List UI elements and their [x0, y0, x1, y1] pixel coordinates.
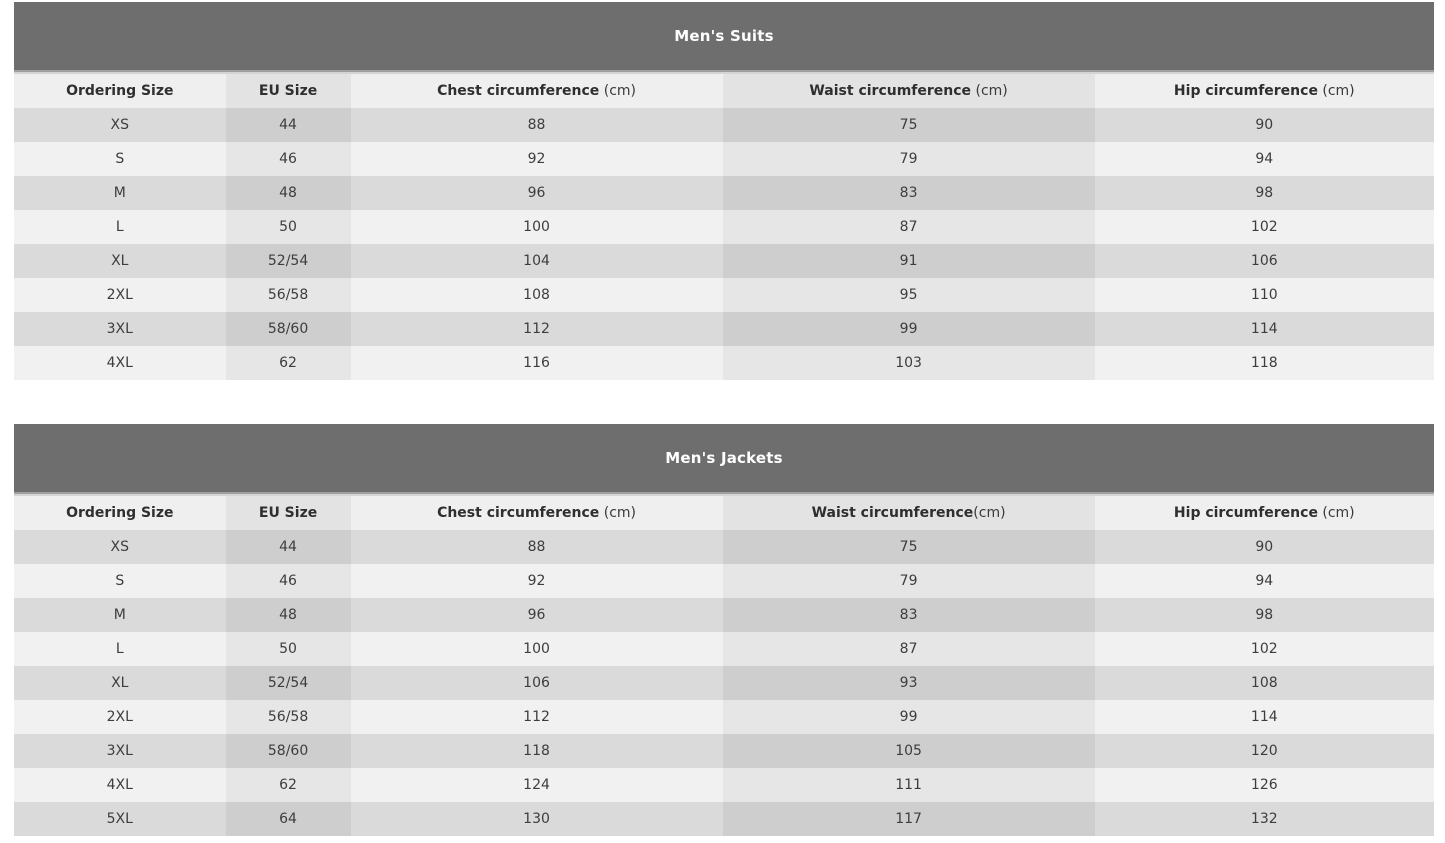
- column-header-unit: (cm): [599, 505, 637, 521]
- table-title-bar: [14, 424, 1434, 494]
- table-cell: 96: [351, 176, 723, 210]
- table-cell: 58/60: [226, 734, 351, 768]
- table-body: [14, 530, 1434, 836]
- table-cell: 44: [226, 530, 351, 564]
- column-header: [1095, 74, 1434, 108]
- header-row: [14, 74, 1434, 108]
- column-header-label: Chest circumference: [437, 83, 600, 99]
- table-cell: 112: [351, 700, 723, 734]
- column-header-label: Ordering Size: [66, 505, 174, 521]
- table-row: [14, 666, 1434, 700]
- table-cell: S: [14, 142, 226, 176]
- table-head: [14, 496, 1434, 530]
- table-cell: 112: [351, 312, 723, 346]
- table-cell: M: [14, 598, 226, 632]
- table-cell: 75: [723, 530, 1095, 564]
- table-cell: 2XL: [14, 278, 226, 312]
- table-cell: 106: [351, 666, 723, 700]
- table-cell: 116: [351, 346, 723, 380]
- column-header: [1095, 496, 1434, 530]
- column-header: [723, 496, 1095, 530]
- table-cell: 102: [1095, 210, 1434, 244]
- table-cell: 108: [351, 278, 723, 312]
- table-title: Men's Jackets: [665, 449, 783, 467]
- table-cell: 46: [226, 142, 351, 176]
- table-cell: 103: [723, 346, 1095, 380]
- table-cell: 79: [723, 142, 1095, 176]
- column-header-label: EU Size: [258, 83, 318, 99]
- table-cell: 56/58: [226, 700, 351, 734]
- table-row: [14, 210, 1434, 244]
- column-header-unit: (cm): [1317, 505, 1355, 521]
- column-header-label: Hip circumference: [1173, 83, 1318, 99]
- table-cell: 104: [351, 244, 723, 278]
- table-cell: 50: [226, 632, 351, 666]
- table-cell: 48: [226, 176, 351, 210]
- table-cell: 91: [723, 244, 1095, 278]
- table-row: [14, 278, 1434, 312]
- table-body: [14, 108, 1434, 380]
- table-cell: 105: [723, 734, 1095, 768]
- column-header: [14, 496, 226, 530]
- table-cell: 3XL: [14, 734, 226, 768]
- table-cell: 4XL: [14, 768, 226, 802]
- column-header-label: Waist circumference: [809, 83, 972, 99]
- table-cell: 118: [351, 734, 723, 768]
- table-cell: 124: [351, 768, 723, 802]
- table-cell: 98: [1095, 176, 1434, 210]
- table-cell: 92: [351, 564, 723, 598]
- column-header-unit: (cm): [1317, 83, 1355, 99]
- size-table: [14, 496, 1434, 836]
- column-header-label: Waist circumference: [811, 505, 974, 521]
- table-cell: 64: [226, 802, 351, 836]
- column-header-label: Hip circumference: [1173, 505, 1318, 521]
- table-cell: 110: [1095, 278, 1434, 312]
- table-row: [14, 768, 1434, 802]
- table-row: [14, 244, 1434, 278]
- table-cell: 83: [723, 598, 1095, 632]
- column-header-unit: (cm): [599, 83, 637, 99]
- column-header: [723, 74, 1095, 108]
- column-header: [226, 496, 351, 530]
- table-row: [14, 312, 1434, 346]
- column-header: [351, 74, 723, 108]
- table-cell: 58/60: [226, 312, 351, 346]
- table-cell: 56/58: [226, 278, 351, 312]
- table-cell: 100: [351, 632, 723, 666]
- table-cell: 117: [723, 802, 1095, 836]
- table-title-bar: [14, 2, 1434, 72]
- table-row: [14, 530, 1434, 564]
- table-cell: L: [14, 632, 226, 666]
- table-cell: 102: [1095, 632, 1434, 666]
- column-header-label: Chest circumference: [437, 505, 600, 521]
- table-cell: 52/54: [226, 244, 351, 278]
- table-cell: 114: [1095, 312, 1434, 346]
- table-cell: 120: [1095, 734, 1434, 768]
- size-chart-section: [14, 2, 1434, 380]
- table-cell: 96: [351, 598, 723, 632]
- table-cell: 88: [351, 530, 723, 564]
- table-cell: 87: [723, 210, 1095, 244]
- table-title: Men's Suits: [674, 27, 774, 45]
- column-header: [351, 496, 723, 530]
- table-cell: 130: [351, 802, 723, 836]
- table-cell: 111: [723, 768, 1095, 802]
- table-cell: 90: [1095, 530, 1434, 564]
- table-cell: 132: [1095, 802, 1434, 836]
- table-cell: 99: [723, 700, 1095, 734]
- table-cell: 48: [226, 598, 351, 632]
- table-cell: 94: [1095, 142, 1434, 176]
- table-cell: 92: [351, 142, 723, 176]
- table-cell: 44: [226, 108, 351, 142]
- table-cell: XS: [14, 108, 226, 142]
- header-row: [14, 496, 1434, 530]
- table-row: [14, 176, 1434, 210]
- table-cell: 46: [226, 564, 351, 598]
- column-header-unit: (cm): [973, 505, 1006, 521]
- table-cell: 52/54: [226, 666, 351, 700]
- table-cell: 93: [723, 666, 1095, 700]
- table-cell: 62: [226, 346, 351, 380]
- column-header-unit: (cm): [971, 83, 1008, 99]
- table-row: [14, 108, 1434, 142]
- table-cell: 2XL: [14, 700, 226, 734]
- table-cell: L: [14, 210, 226, 244]
- table-cell: 88: [351, 108, 723, 142]
- table-cell: 106: [1095, 244, 1434, 278]
- table-cell: 90: [1095, 108, 1434, 142]
- table-cell: 3XL: [14, 312, 226, 346]
- table-cell: 108: [1095, 666, 1434, 700]
- table-cell: 75: [723, 108, 1095, 142]
- column-header: [14, 74, 226, 108]
- table-row: [14, 142, 1434, 176]
- table-cell: 99: [723, 312, 1095, 346]
- column-header-label: Ordering Size: [66, 83, 174, 99]
- table-cell: 62: [226, 768, 351, 802]
- table-cell: 83: [723, 176, 1095, 210]
- table-cell: 126: [1095, 768, 1434, 802]
- table-cell: 95: [723, 278, 1095, 312]
- table-cell: XS: [14, 530, 226, 564]
- table-cell: 50: [226, 210, 351, 244]
- size-table: [14, 74, 1434, 380]
- size-chart-section: [14, 424, 1434, 836]
- table-cell: XL: [14, 244, 226, 278]
- table-cell: 98: [1095, 598, 1434, 632]
- table-cell: 118: [1095, 346, 1434, 380]
- table-cell: M: [14, 176, 226, 210]
- table-row: [14, 564, 1434, 598]
- table-cell: 87: [723, 632, 1095, 666]
- table-cell: 114: [1095, 700, 1434, 734]
- column-header: [226, 74, 351, 108]
- table-row: [14, 734, 1434, 768]
- table-row: [14, 346, 1434, 380]
- column-header-label: EU Size: [258, 505, 318, 521]
- table-row: [14, 598, 1434, 632]
- table-cell: 79: [723, 564, 1095, 598]
- table-cell: S: [14, 564, 226, 598]
- table-cell: 4XL: [14, 346, 226, 380]
- table-cell: 5XL: [14, 802, 226, 836]
- table-cell: 94: [1095, 564, 1434, 598]
- table-cell: 100: [351, 210, 723, 244]
- table-row: [14, 802, 1434, 836]
- table-row: [14, 700, 1434, 734]
- table-cell: XL: [14, 666, 226, 700]
- table-head: [14, 74, 1434, 108]
- table-row: [14, 632, 1434, 666]
